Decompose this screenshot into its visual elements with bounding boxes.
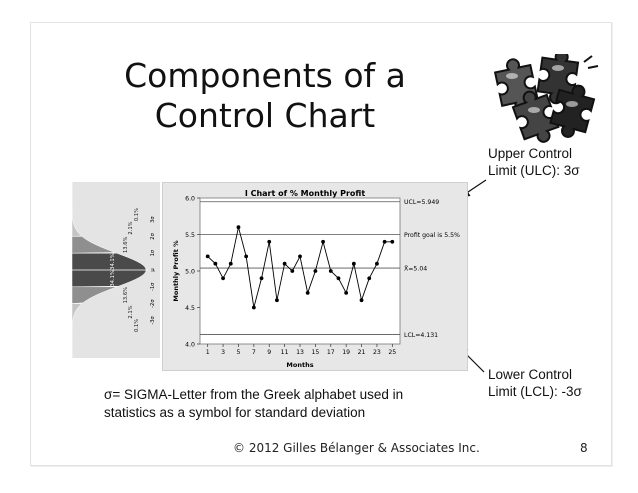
x-tick-label-1: 3 (221, 349, 226, 356)
sigma-label-3: μ (150, 268, 156, 272)
bell-band-label-0: 0.1% (134, 318, 140, 333)
x-tick-label-10: 21 (357, 349, 366, 356)
sigma-label-2: -1σ (150, 282, 156, 292)
data-point-12 (290, 269, 294, 273)
data-point-8 (260, 276, 264, 280)
data-point-7 (252, 306, 256, 310)
bell-band-label-7: 0.1% (134, 207, 140, 222)
footer-copyright: © 2012 Gilles Bélanger & Associates Inc. (233, 441, 480, 455)
bell-band-label-1: 2.1% (128, 305, 134, 319)
x-tick-label-7: 15 (311, 349, 320, 356)
sigma-label-4: 1σ (150, 249, 156, 257)
lower-callout-line-1: Lower Control (488, 367, 573, 382)
upper-callout-line-2: Limit (ULC): 3σ (488, 163, 580, 178)
upper-limit-callout (488, 145, 580, 179)
page-number: 8 (580, 441, 588, 455)
sigma-note-line-2: statistics as a symbol for standard deviation (104, 405, 366, 420)
puzzle-pieces-icon (488, 54, 600, 144)
chart-title: I Chart of % Monthly Profit (244, 189, 366, 198)
y-tick-label-1: 4.5 (185, 305, 195, 312)
sigma-label-0: -3σ (150, 316, 156, 325)
y-tick-label-0: 4.0 (185, 341, 195, 349)
bell-band-label-5: 13.6% (123, 236, 129, 254)
sigma-note (104, 386, 484, 422)
data-point-17 (329, 269, 333, 273)
title-line-1: Components of a (124, 56, 406, 95)
control-chart (162, 182, 468, 371)
y-tick-label-2: 5.0 (185, 268, 195, 276)
sigma-label-1: -2σ (150, 299, 156, 308)
x-tick-label-3: 7 (251, 349, 256, 356)
data-point-1 (206, 255, 210, 259)
reference-label-0: UCL=5.949 (404, 199, 440, 207)
data-point-14 (306, 291, 310, 295)
plot-area (200, 198, 400, 344)
y-axis-label: Monthly Profit % (172, 240, 180, 302)
bell-band-label-6: 2.1% (128, 221, 134, 235)
x-tick-label-0: 1 (205, 349, 210, 356)
data-point-2 (213, 262, 217, 266)
x-tick-label-5: 11 (280, 349, 289, 356)
y-tick-label-4: 6.0 (185, 195, 195, 203)
data-point-22 (367, 276, 371, 280)
y-tick-label-3: 5.5 (185, 232, 195, 239)
data-point-13 (298, 255, 302, 259)
data-point-20 (352, 262, 356, 266)
x-tick-label-9: 19 (342, 349, 351, 356)
sigma-label-5: 2σ (150, 233, 156, 240)
bell-band-label-4: 34.1% (110, 253, 116, 270)
data-point-15 (313, 269, 317, 273)
x-tick-label-2: 5 (236, 349, 241, 356)
bell-band-label-3: 34.1% (110, 270, 116, 287)
lower-limit-callout (488, 366, 582, 400)
lower-callout-line-2: Limit (LCL): -3σ (488, 384, 582, 399)
data-point-21 (360, 298, 364, 302)
x-tick-label-4: 9 (267, 349, 272, 356)
title-line-2: Control Chart (154, 96, 376, 135)
data-point-10 (275, 298, 279, 302)
data-point-16 (321, 240, 325, 244)
slide-title (115, 56, 415, 136)
data-point-4 (229, 262, 233, 266)
sigma-label-6: 3σ (150, 216, 156, 223)
data-point-24 (383, 240, 387, 244)
sigma-note-line-1: σ= SIGMA-Letter from the Greek alphabet used in (104, 387, 404, 402)
data-point-9 (267, 240, 271, 244)
x-tick-label-6: 13 (296, 349, 304, 356)
data-point-11 (283, 262, 287, 266)
bell-band-label-2: 13.6% (123, 286, 129, 304)
data-point-5 (237, 225, 241, 229)
x-tick-label-11: 23 (372, 349, 381, 356)
reference-label-2: X̄=5.04 (404, 265, 428, 273)
reference-label-3: LCL=4.131 (404, 331, 439, 339)
reference-label-1: Profit goal is 5.5% (404, 232, 460, 239)
bell-curve-diagram (72, 182, 160, 358)
data-point-25 (390, 240, 394, 244)
x-tick-label-12: 25 (388, 349, 397, 356)
x-axis-label: Months (286, 361, 314, 369)
data-point-6 (244, 255, 248, 259)
upper-callout-line-1: Upper Control (488, 146, 573, 161)
data-point-18 (337, 276, 341, 280)
data-point-3 (221, 276, 225, 280)
x-tick-label-8: 17 (326, 349, 335, 356)
data-point-23 (375, 262, 379, 266)
data-point-19 (344, 291, 348, 295)
